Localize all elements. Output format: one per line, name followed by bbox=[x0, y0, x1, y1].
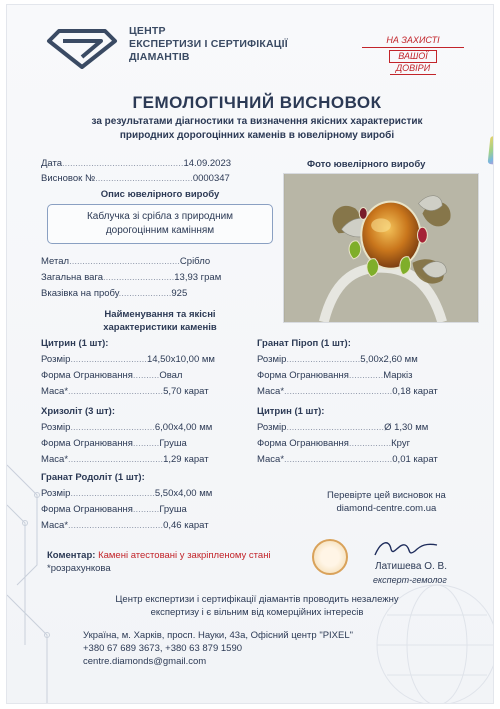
stone-row: Форма Огранювання................Круг bbox=[257, 438, 411, 449]
photo-title: Фото ювелірного виробу bbox=[307, 159, 426, 170]
stone-row-value: Овал bbox=[159, 370, 183, 381]
expert-signature bbox=[371, 535, 441, 561]
stone-row-label: Маса* bbox=[257, 454, 285, 465]
diamond-logo-icon bbox=[45, 27, 119, 71]
item-description-heading: Опис ювелірного виробу bbox=[100, 189, 220, 200]
stone-row-label: Маса* bbox=[41, 454, 69, 465]
stone-row-value: Круг bbox=[391, 438, 411, 449]
stone-row: Маса*....................................5,70 карат bbox=[41, 386, 209, 397]
stone-name: Гранат Родоліт (1 шт): bbox=[41, 472, 145, 483]
comment-footnote: *розрахункова bbox=[47, 563, 111, 574]
stone-row: Розмір................................6,00х4,00 мм bbox=[41, 422, 213, 433]
stone-row: Маса*.........................................0,18 карат bbox=[257, 386, 438, 397]
stone-row-value: 0,18 карат bbox=[392, 386, 438, 397]
stone-row: Маса*....................................1,29 карат bbox=[41, 454, 209, 465]
stone-row-label: Маса* bbox=[257, 386, 285, 397]
stone-row-value: 5,70 карат bbox=[163, 386, 209, 397]
stone-row-value: Ø 1,30 мм bbox=[384, 422, 429, 433]
stone-row: Розмір.....................................Ø 1,30 мм bbox=[257, 422, 429, 433]
expert-name: Латишева О. В. bbox=[375, 561, 447, 572]
stone-row: Маса*.........................................0,01 карат bbox=[257, 454, 438, 465]
prop-row: Загальна вага...........................13,93 грам bbox=[41, 272, 222, 283]
stone-row-label: Розмір bbox=[41, 354, 71, 365]
contact-phones: +380 67 689 3673, +380 63 879 1590 bbox=[83, 643, 243, 654]
stone-row: Розмір............................5,00х2,60 мм bbox=[257, 354, 418, 365]
quality-seal-icon bbox=[312, 539, 348, 575]
prop-value: 13,93 грам bbox=[174, 272, 222, 283]
contact-address: Україна, м. Харків, просп. Науки, 43а, Офісний центр "PIXEL" bbox=[83, 630, 354, 641]
stone-row: Форма Огранювання..........Овал bbox=[41, 370, 183, 381]
stone-row-label: Форма Огранювання bbox=[257, 370, 349, 381]
stone-row-label: Розмір bbox=[257, 354, 287, 365]
stones-heading bbox=[47, 308, 273, 334]
stone-row-value: Маркіз bbox=[383, 370, 413, 381]
stone-row-label: Розмір bbox=[41, 422, 71, 433]
contact-email: centre.diamonds@gmail.com bbox=[83, 656, 207, 667]
stone-name: Хризоліт (3 шт): bbox=[41, 406, 115, 417]
organization-name bbox=[129, 25, 288, 64]
stamp-line-1: НА ЗАХИСТІ bbox=[362, 35, 464, 48]
stone-row-label: Маса* bbox=[41, 520, 69, 531]
stone-row-value: 0,01 карат bbox=[392, 454, 438, 465]
stone-row-value: 14,50х10,00 мм bbox=[146, 354, 215, 365]
comment-block bbox=[47, 549, 271, 575]
stone-name: Цитрин (1 шт): bbox=[257, 406, 325, 417]
number-row: Висновок №.....................................0000347 bbox=[41, 173, 230, 184]
prop-value: 925 bbox=[171, 288, 188, 299]
date-label: Дата bbox=[41, 158, 63, 169]
stone-row-label: Розмір bbox=[257, 422, 287, 433]
stone-row: Форма Огранювання..........Груша bbox=[41, 504, 187, 515]
stone-row-label: Форма Огранювання bbox=[41, 438, 133, 449]
verify-url: diamond-centre.com.ua bbox=[336, 503, 437, 514]
globe-watermark bbox=[347, 565, 494, 704]
stone-row-label: Форма Огранювання bbox=[41, 504, 133, 515]
document-subtitle bbox=[27, 115, 487, 143]
independence-note bbox=[77, 593, 437, 619]
number-label: Висновок № bbox=[41, 173, 96, 184]
stone-row-value: 5,00х2,60 мм bbox=[360, 354, 418, 365]
date-row: Дата..............................................14.09.2023 bbox=[41, 158, 232, 169]
hologram-sticker bbox=[488, 136, 494, 166]
stone-row-label: Форма Огранювання bbox=[257, 438, 349, 449]
stone-row: Маса*....................................0,46 карат bbox=[41, 520, 209, 531]
stone-row-value: Груша bbox=[159, 438, 187, 449]
stone-row-value: 1,29 карат bbox=[163, 454, 209, 465]
stone-row-value: 0,46 карат bbox=[163, 520, 209, 531]
item-description-line-1: Каблучка зі срібла з природним bbox=[86, 211, 234, 222]
prop-row: Метал..........................................Срібло bbox=[41, 256, 211, 267]
prop-label: Загальна вага bbox=[41, 272, 103, 283]
org-line-2: ЕКСПЕРТИЗИ І СЕРТИФІКАЦІЇ bbox=[129, 38, 288, 50]
stone-name: Цитрин (1 шт): bbox=[41, 338, 109, 349]
stone-row-label: Форма Огранювання bbox=[41, 370, 133, 381]
prop-value: Срібло bbox=[179, 256, 211, 267]
item-description-line-2: дорогоцінним камінням bbox=[105, 225, 215, 236]
certificate-sheet bbox=[6, 4, 494, 704]
contacts-block bbox=[83, 629, 353, 668]
expert-role: експерт-гемолог bbox=[373, 575, 447, 585]
prop-label: Вказівка на пробу bbox=[41, 288, 119, 299]
stamp-line-3: ДОВІРИ bbox=[390, 63, 436, 75]
stone-row-value: 6,00х4,00 мм bbox=[154, 422, 213, 433]
org-line-1: ЦЕНТР bbox=[129, 25, 166, 37]
subtitle-line-1: за результатами діагностики та визначення якісних характеристик bbox=[91, 116, 423, 127]
stone-row-label: Маса* bbox=[41, 386, 69, 397]
stamp-line-2: ВАШОЇ bbox=[389, 50, 437, 63]
stone-row-value: 5,50х4,00 мм bbox=[154, 488, 213, 499]
subtitle-line-2: природних дорогоцінних каменів в ювелірному виробі bbox=[119, 130, 395, 141]
verify-note bbox=[327, 489, 446, 515]
independence-line-2: експертизу і є вільним від комерційних інтересів bbox=[150, 607, 364, 618]
independence-line-1: Центр експертизи і сертифікації діамантів проводить незалежну bbox=[115, 594, 399, 605]
stone-row: Форма Огранювання.............Маркіз bbox=[257, 370, 413, 381]
date-value: 14.09.2023 bbox=[183, 158, 232, 169]
document-title: ГЕМОЛОГІЧНИЙ ВИСНОВОК bbox=[132, 93, 382, 112]
comment-text: Камені атестовані у закріпленому стані bbox=[98, 550, 271, 561]
verify-line: Перевірте цей висновок на bbox=[327, 490, 446, 501]
number-value: 0000347 bbox=[192, 173, 230, 184]
item-description-box bbox=[47, 204, 273, 244]
ring-photo bbox=[283, 173, 479, 323]
prop-label: Метал bbox=[41, 256, 70, 267]
comment-label: Коментар: bbox=[47, 550, 96, 561]
stone-row: Розмір.............................14,50х10,00 мм bbox=[41, 354, 215, 365]
stones-heading-line-2: характеристики каменів bbox=[103, 322, 217, 333]
stone-row: Розмір................................5,50х4,00 мм bbox=[41, 488, 213, 499]
org-line-3: ДІАМАНТІВ bbox=[129, 51, 190, 63]
stone-row: Форма Огранювання..........Груша bbox=[41, 438, 187, 449]
stones-heading-line-1: Найменування та якісні bbox=[104, 309, 216, 320]
slogan-stamp bbox=[362, 35, 464, 75]
stone-row-label: Розмір bbox=[41, 488, 71, 499]
stone-row-value: Груша bbox=[159, 504, 187, 515]
stone-name: Гранат Піроп (1 шт): bbox=[257, 338, 351, 349]
prop-row: Вказівка на пробу....................925 bbox=[41, 288, 188, 299]
